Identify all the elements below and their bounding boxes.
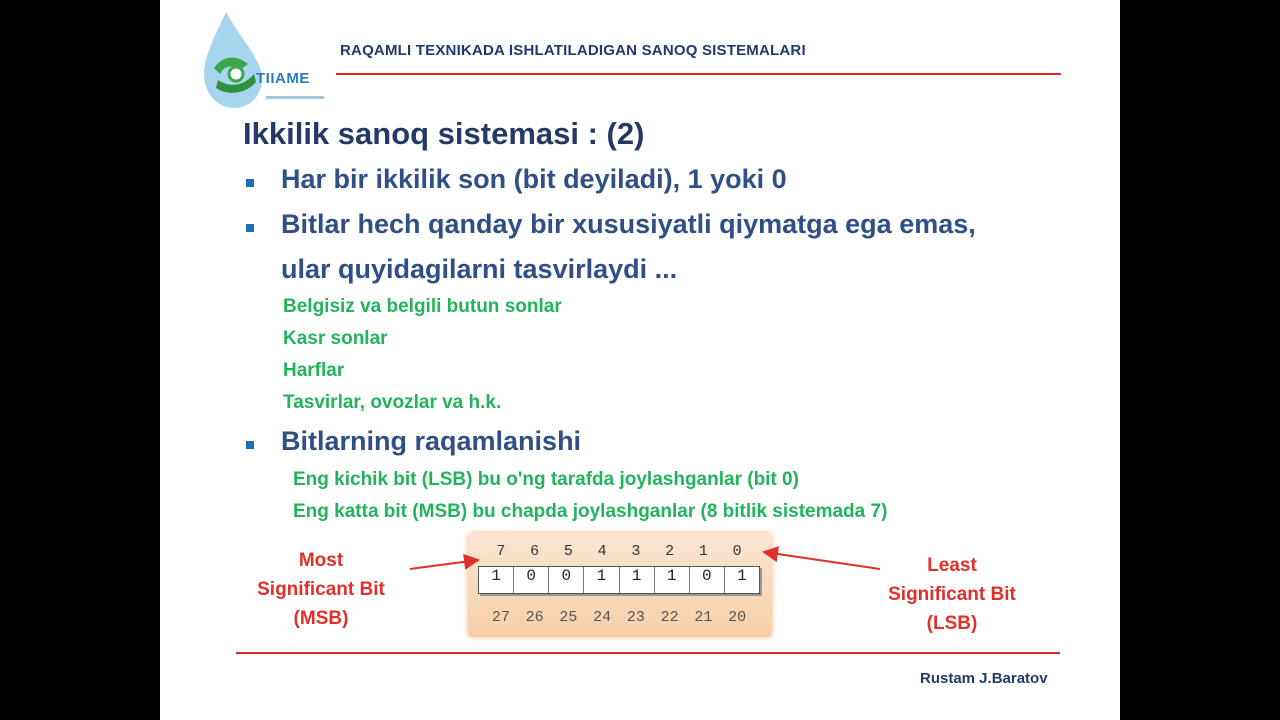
- bit-power: 26: [525, 609, 544, 626]
- bit-value: 1: [655, 567, 690, 593]
- bit-index: 2: [665, 543, 675, 560]
- bit-index: 6: [530, 543, 540, 560]
- sub-item: Tasvirlar, ovozlar va h.k.: [283, 392, 502, 413]
- lsb-label: [876, 551, 1028, 638]
- bullet-text: Bitlar hech qanday bir xususiyatli qiymatga ega emas,: [281, 209, 976, 239]
- bit-index: 7: [496, 543, 506, 560]
- bit-index: 4: [597, 543, 607, 560]
- numbering-item: Eng katta bit (MSB) bu chapda joylashganlar (8 bitlik sistemada 7): [293, 501, 888, 522]
- msb-label-line: Most: [298, 550, 344, 571]
- slide: [160, 0, 1120, 720]
- msb-label: [250, 546, 392, 633]
- logo-text: TIIAME: [256, 70, 310, 87]
- numbering-item: Eng kichik bit (LSB) bu o'ng tarafda joylashganlar (bit 0): [293, 469, 799, 490]
- bullet-text: Har bir ikkilik son (bit deyiladi), 1 yoki 0: [281, 164, 787, 194]
- bit-power: 21: [694, 609, 713, 626]
- bit-index: 3: [631, 543, 641, 560]
- author-name: Rustam J.Baratov: [920, 670, 1048, 687]
- bullet-text: Bitlarning raqamlanishi: [281, 426, 582, 456]
- bit-index: 5: [563, 543, 573, 560]
- bit-value: 1: [584, 567, 619, 593]
- bit-value: 1: [479, 567, 514, 593]
- bit-power: 22: [660, 609, 679, 626]
- bullet-text-continued: ular quyidagilarni tasvirlaydi ...: [281, 254, 678, 284]
- bit-value: 1: [620, 567, 655, 593]
- bit-index: 0: [732, 543, 742, 560]
- sub-item: Harflar: [283, 360, 345, 381]
- bit-value: 0: [514, 567, 549, 593]
- msb-label-line: Significant Bit: [257, 579, 385, 600]
- sub-item: Kasr sonlar: [283, 328, 388, 349]
- bit-power: 24: [593, 609, 612, 626]
- lsb-label-line: Least: [927, 555, 977, 576]
- bit-power: 27: [491, 609, 510, 626]
- header-title: RAQAMLI TEXNIKADA ISHLATILADIGAN SANOQ SISTEMALARI: [340, 42, 806, 59]
- bit-value: 0: [690, 567, 725, 593]
- sub-item: Belgisiz va belgili butun sonlar: [283, 296, 562, 317]
- bit-power: 20: [728, 609, 747, 626]
- bit-power: 23: [626, 609, 645, 626]
- bit-index: 1: [698, 543, 708, 560]
- bit-value: 1: [737, 567, 747, 585]
- footer-divider: [236, 652, 1060, 654]
- bit-value: 0: [549, 567, 584, 593]
- bit-power: 25: [559, 609, 578, 626]
- slide-title: Ikkilik sanoq sistemasi : (2): [243, 116, 645, 151]
- lsb-label-line: (LSB): [926, 613, 978, 634]
- msb-label-line: (MSB): [293, 608, 349, 629]
- lsb-label-line: Significant Bit: [888, 584, 1016, 605]
